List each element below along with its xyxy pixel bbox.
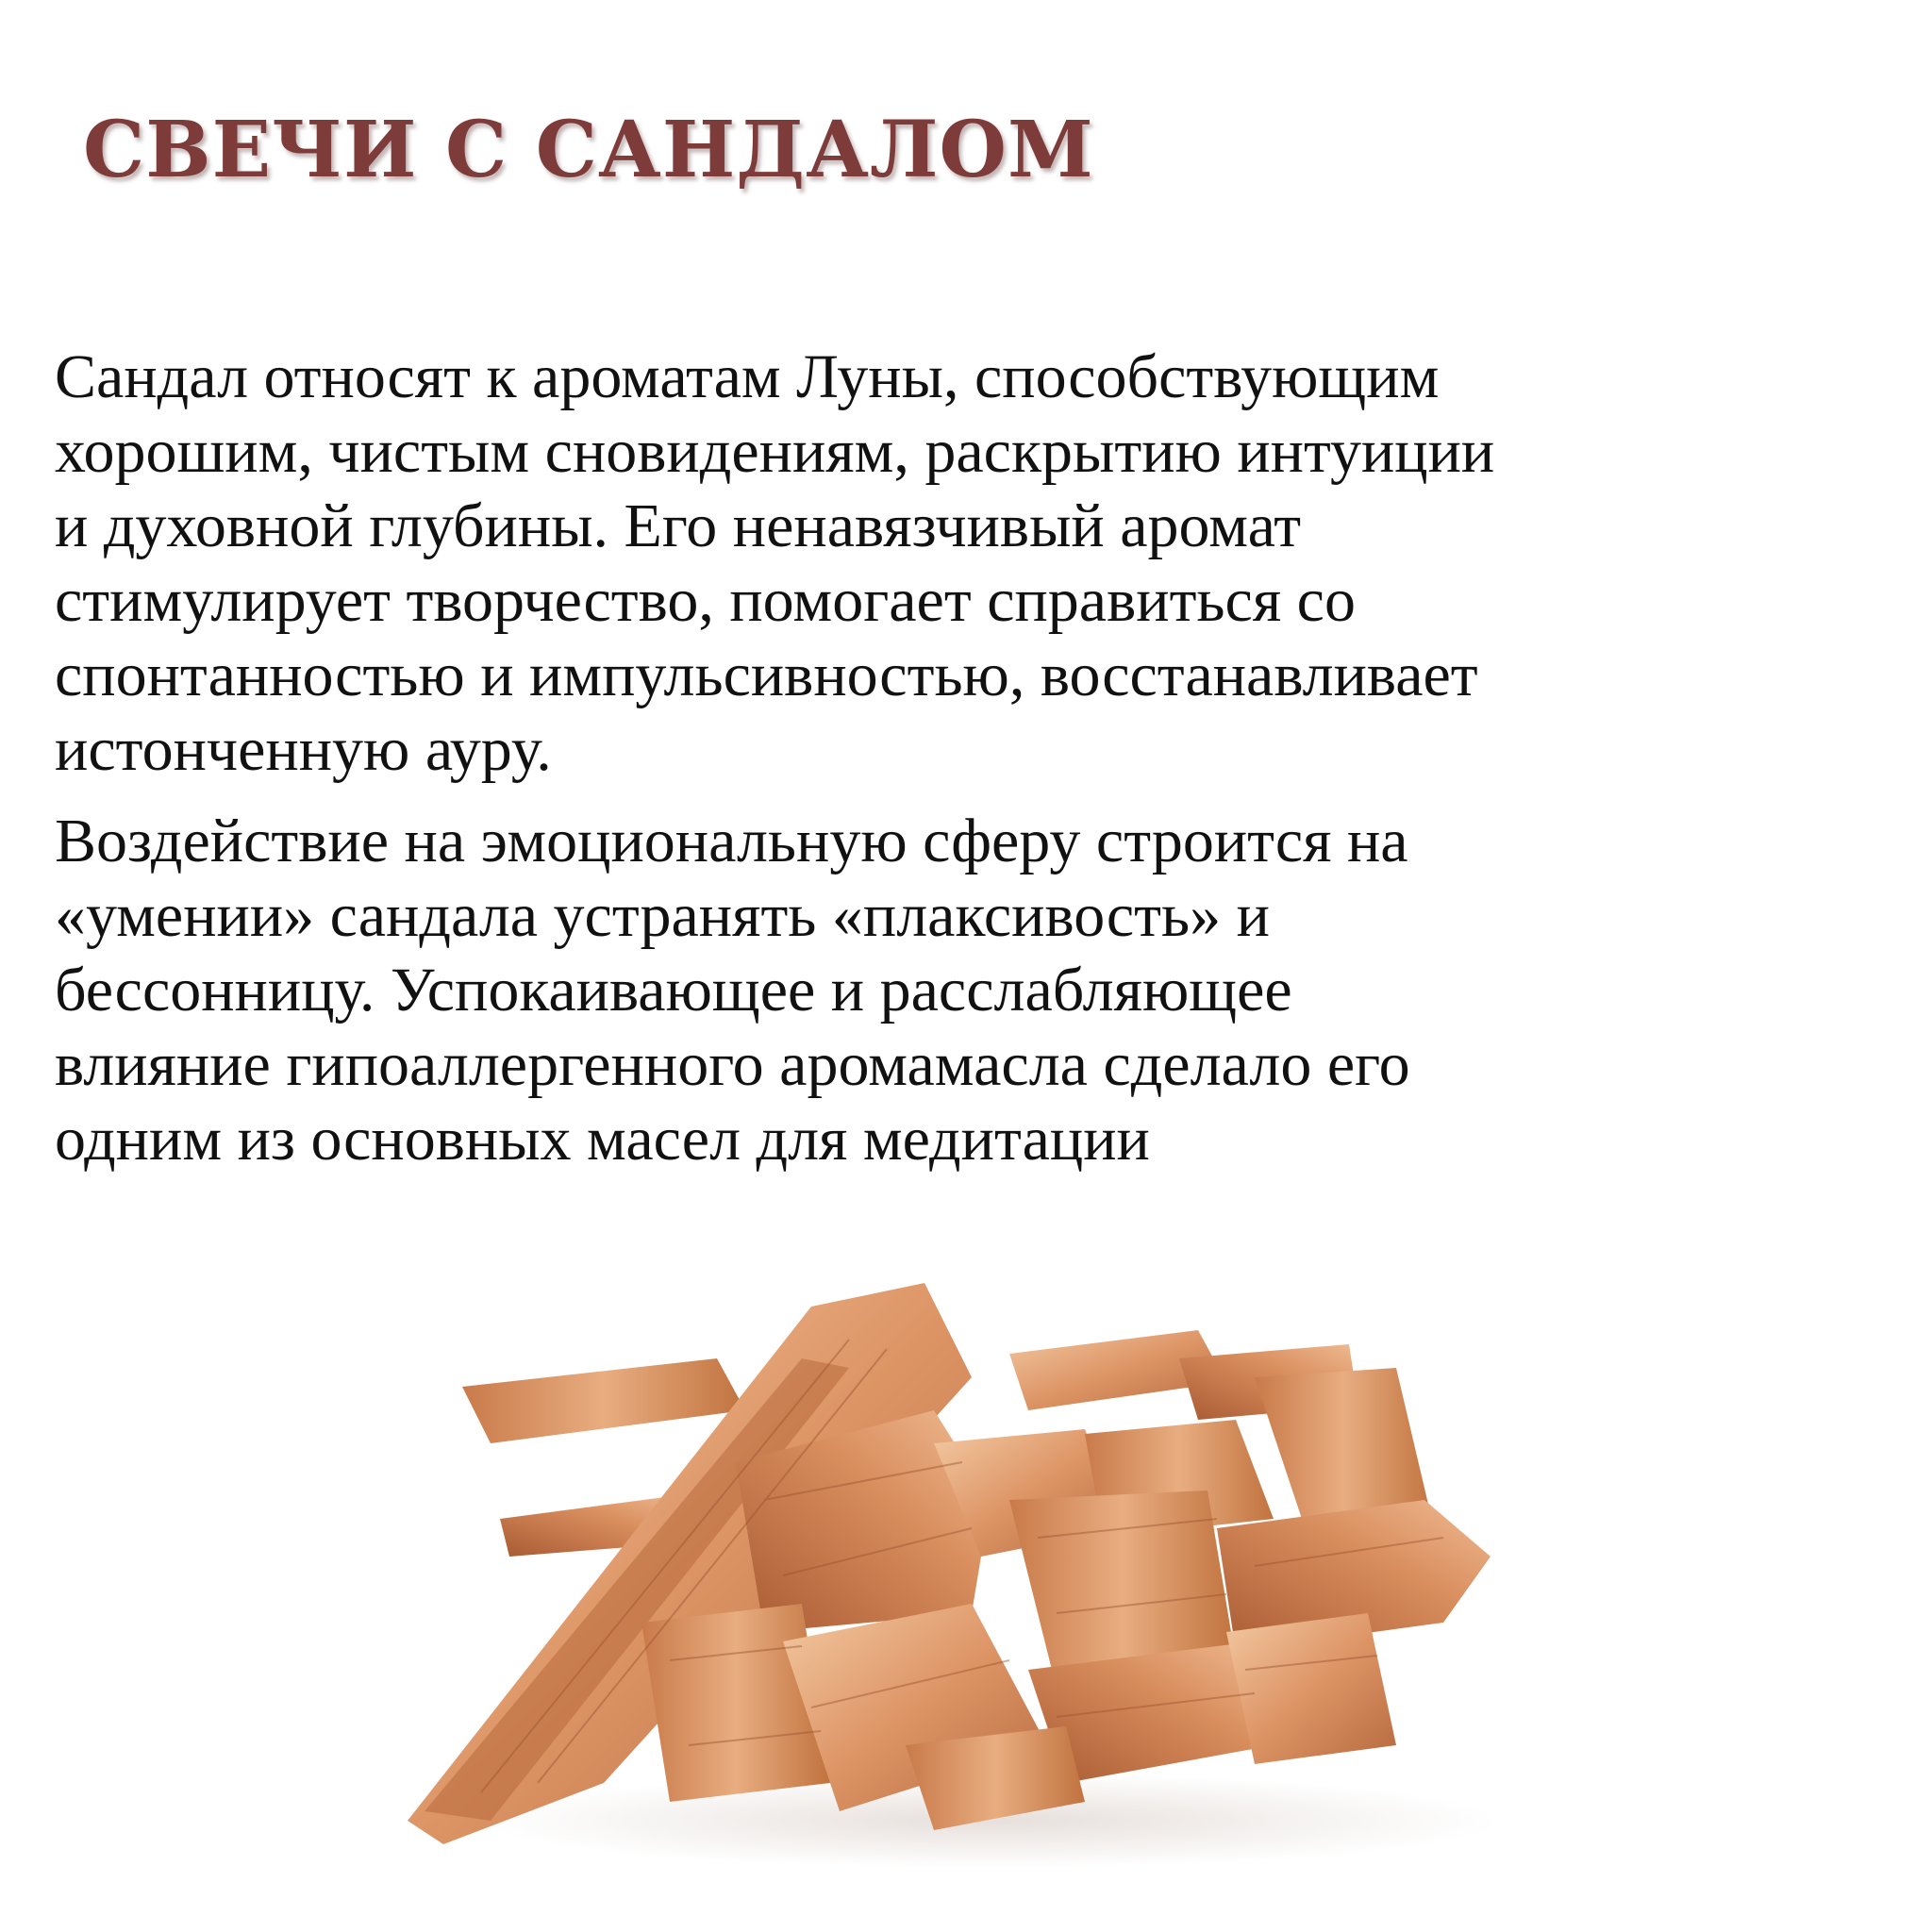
paragraph-1: Сандал относят к ароматам Луны, способствующим хорошим, чистым сновидениям, раскрытию интуиции и духовной глубины. Его ненавязчивый аромат стимулирует творчество, помогает справиться со спонтанностью и импульсивностью, восстанавливает истонченную ауру. [55, 342, 1495, 784]
page-title: СВЕЧИ С САНДАЛОМ [83, 105, 1094, 195]
wood-chip [1226, 1613, 1396, 1764]
description [55, 340, 1875, 1176]
wood-chip [462, 1358, 745, 1443]
paragraph-2: Воздействие на эмоциональную сферу строится на «умении» сандала устранять «плаксивость» и бессонницу. Успокаивающее и расслабляющее влияние гипоаллергенного аромамасла сделало его одним из основных масел для медитации [55, 807, 1410, 1174]
wood-chip [641, 1604, 830, 1802]
sandalwood-chips-image [406, 1217, 1528, 1868]
